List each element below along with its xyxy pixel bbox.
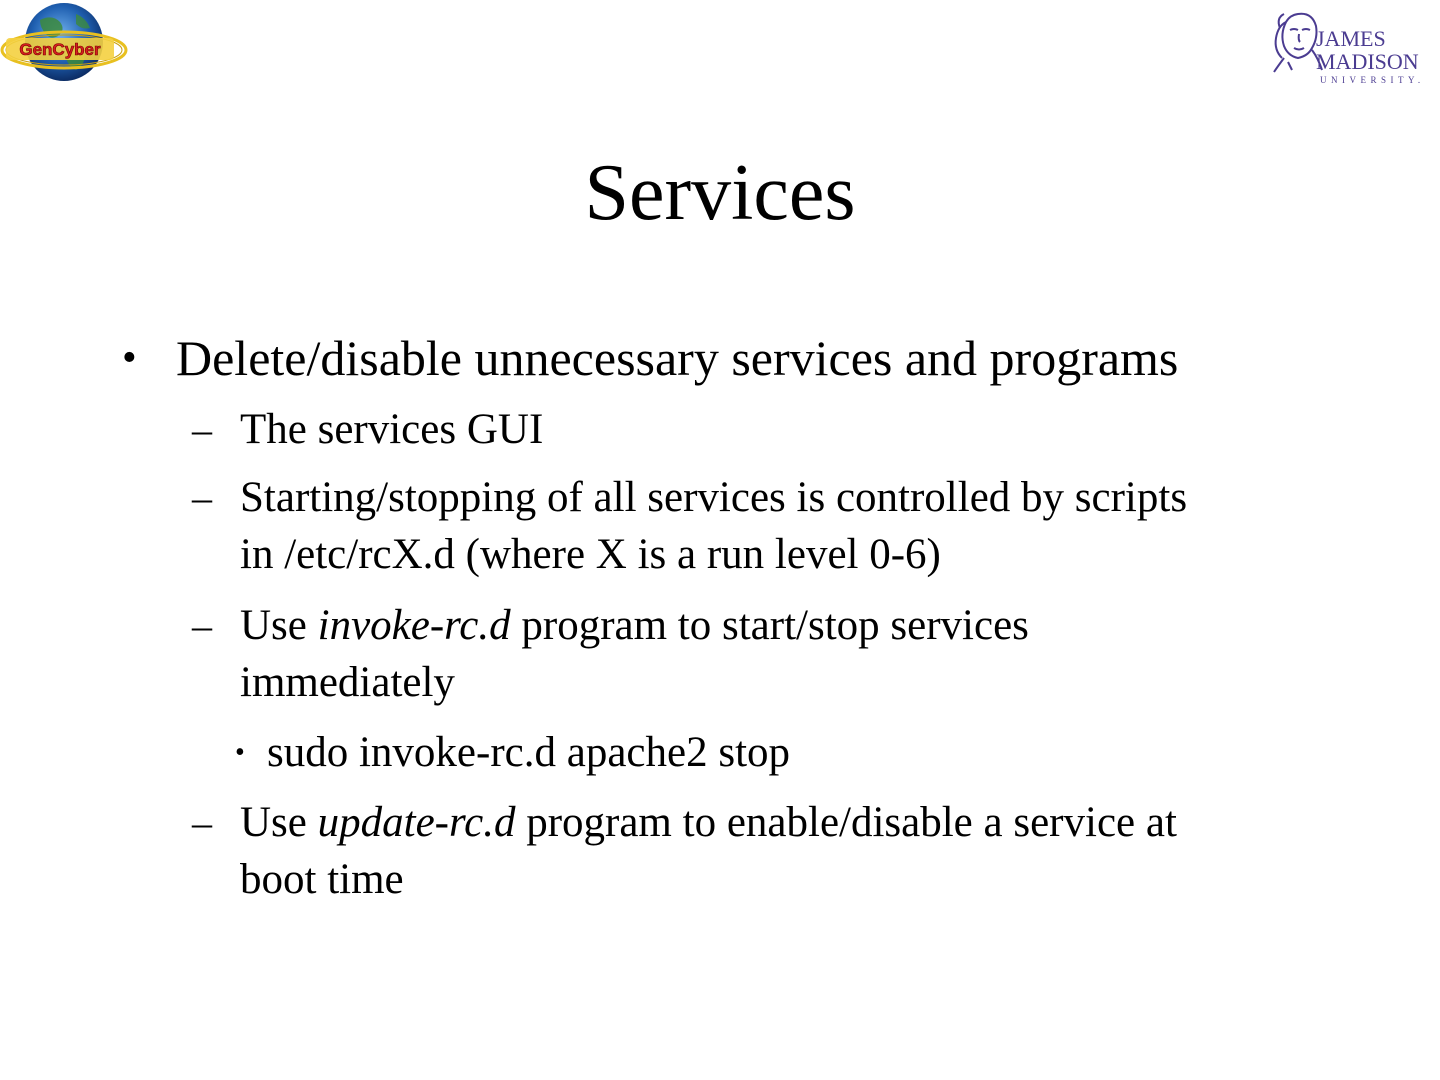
gencyber-logo-text: GenCyber	[19, 40, 101, 59]
jmu-logo	[1268, 8, 1438, 88]
gencyber-globe-icon	[0, 0, 130, 90]
sub-bullet-command: update-rc.d	[317, 799, 516, 846]
jmu-wordmark	[1316, 28, 1425, 85]
dash-marker: –	[192, 603, 212, 648]
sub-bullet-item	[240, 401, 1330, 458]
jmu-wordmark-line1: JAMES	[1316, 26, 1386, 51]
sub-bullet-line1: Starting/stopping of all services is controlled by scripts	[240, 474, 1188, 521]
sub-bullet-post: program to enable/disable a service at	[515, 799, 1177, 846]
sub-bullet-item	[240, 469, 1330, 583]
sub-bullet-item	[240, 794, 1330, 908]
sub-bullet-line2: immediately	[240, 659, 455, 706]
subsub-bullet-item: sudo invoke-rc.d apache2 stop	[267, 729, 791, 776]
sub-bullet-post: program to start/stop services	[510, 602, 1029, 649]
sub-bullet-item	[240, 597, 1330, 711]
subsub-bullet-marker: •	[235, 737, 245, 768]
sub-bullet-line2: in /etc/rcX.d (where X is a run level 0-6)	[240, 531, 941, 578]
dash-marker: –	[192, 475, 212, 520]
dash-marker: –	[192, 800, 212, 845]
sub-bullet-pre: Use	[240, 799, 318, 846]
slide-title: Services	[584, 149, 856, 237]
sub-bullet-text: The services GUI	[240, 406, 544, 453]
sub-bullet-command: invoke-rc.d	[317, 602, 511, 649]
jmu-wordmark-line2: MADISON	[1316, 49, 1419, 74]
jmu-wordmark-line3: UNIVERSITY.	[1320, 75, 1425, 85]
sub-bullet-line2: boot time	[240, 856, 404, 903]
dash-marker: –	[192, 407, 212, 452]
gencyber-logo	[0, 0, 130, 90]
bullet-marker: •	[122, 335, 137, 381]
bullet-item: Delete/disable unnecessary services and programs	[176, 330, 1179, 386]
sub-bullet-pre: Use	[240, 602, 318, 649]
